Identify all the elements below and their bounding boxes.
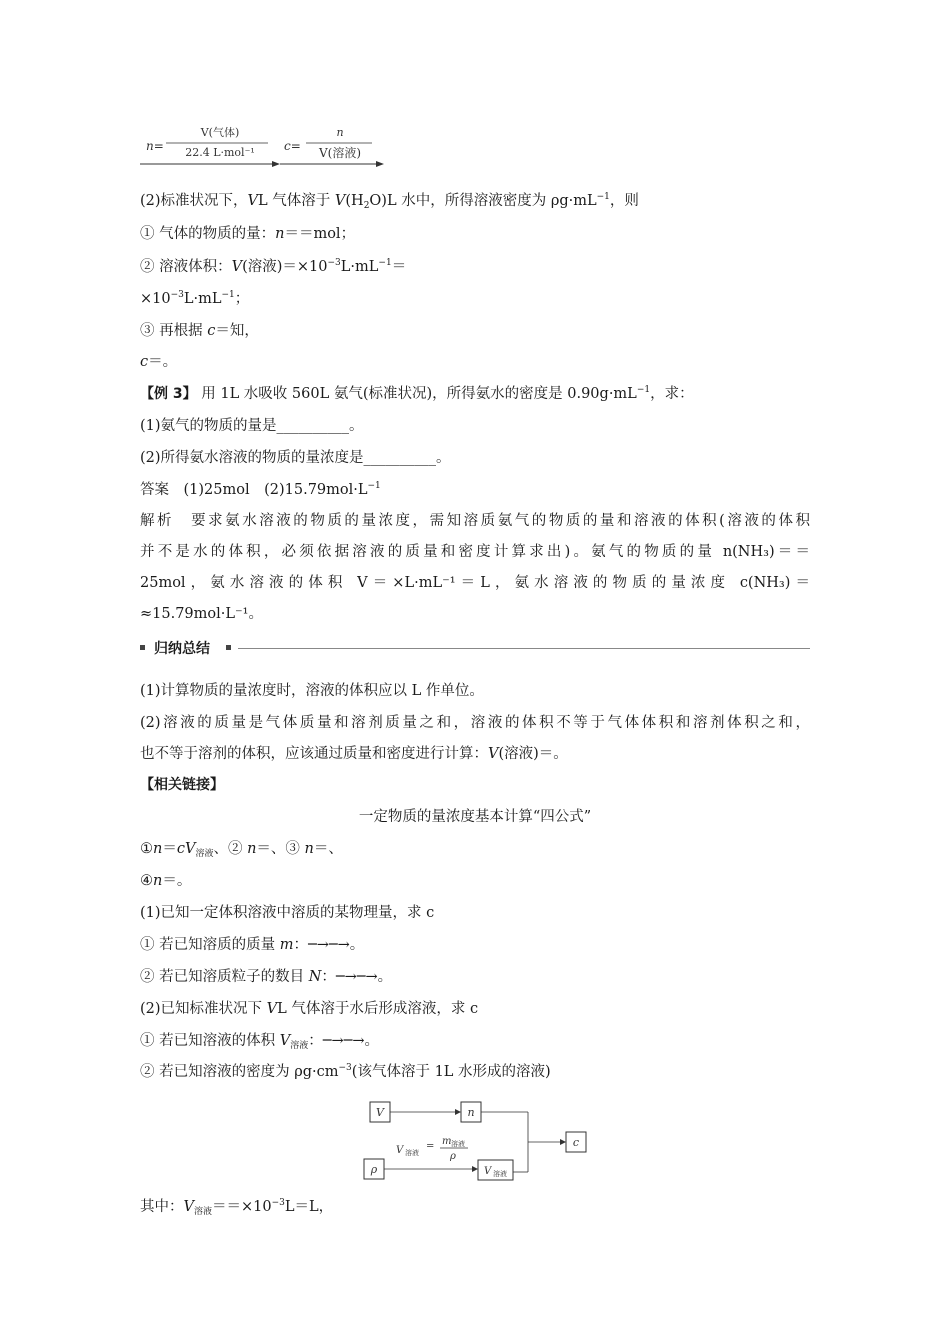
four-formulas-title: 一定物质的量浓度基本计算“四公式” xyxy=(358,809,592,825)
example3-analysis-line4: ≈15.79mol·L⁻¹。 xyxy=(140,606,263,622)
summary-point2-line2: 也不等于溶剂的体积，应该通过质量和密度进行计算：V(溶液)＝。 xyxy=(140,746,568,762)
section1-item2: ② 若已知溶质粒子的数目 N：─→─→。 xyxy=(140,969,393,985)
case2-step3: ③ 再根据 c＝知， xyxy=(140,323,259,339)
box-v-solution-label: V xyxy=(484,1166,492,1177)
case2-step2: ② 溶液体积：V(溶液)$=\times 10^{-3}L\cdot mL^{-1}=$ xyxy=(140,258,407,275)
example3-analysis-line1: 解析 要求氨水溶液的物质的量浓度，需知溶质氨气的物质的量和溶液的体积(溶液的体积 xyxy=(140,513,810,529)
box-c-label: c xyxy=(572,1136,580,1149)
c-prefix: c= xyxy=(284,139,301,153)
summary-title: 归纳总结 xyxy=(154,641,210,657)
frac1-numerator: V(气体) xyxy=(200,126,240,139)
case2-step1: ① 气体的物质的量：n＝＝mol； xyxy=(140,226,356,242)
example3-q2: (2)所得氨水溶液的物质的量浓度是__________。 xyxy=(140,450,451,466)
formula-v: V xyxy=(396,1145,404,1156)
example3-stem: 【例 3】 用 1L 水吸收 560L 氨气(标准状况)，所得氨水的密度是 $0.90g\cdot mL^{-1}$，求： xyxy=(140,385,694,402)
frac1-denominator: 22.4 L·mol⁻¹ xyxy=(185,146,255,159)
section2-heading: (2)已知标准状况下 VL 气体溶于水后形成溶液，求 c xyxy=(140,1001,479,1017)
conversion-formula xyxy=(140,124,390,170)
section1-heading: (1)已知一定体积溶液中溶质的某物理量，求 c xyxy=(140,905,435,921)
example3-q1: (1)氨气的物质的量是__________。 xyxy=(140,418,364,434)
frac2-denominator: V(溶液) xyxy=(318,146,362,160)
final-line: 其中：$V_{溶液}==\times 10^{-3}L=L$， xyxy=(140,1198,334,1217)
section1-item1: ① 若已知溶质的质量 m：─→─→。 xyxy=(140,937,365,953)
bullet-square-icon xyxy=(140,645,145,650)
formula-num: m xyxy=(442,1136,452,1147)
case2-intro: (2)标准状况下，VL 气体溶于 $V(H_2O)L$ 水中，所得溶液密度为 $\rho g\cdot mL^{-1}$，则 xyxy=(140,192,639,211)
example3-answer: 答案 (1)25mol $(2)15.79mol\cdot L^{-1}$ xyxy=(140,481,381,498)
formula-num-sub: 溶液 xyxy=(451,1140,465,1148)
formula-line2: ④n＝。 xyxy=(140,873,192,889)
related-heading: 【相关链接】 xyxy=(140,777,224,793)
bullet-square-icon xyxy=(226,645,231,650)
section2-item1: ① 若已知溶液的体积 $V_{溶液}$：─→─→。 xyxy=(140,1033,379,1051)
summary-point1: (1)计算物质的量浓度时，溶液的体积应以 L 作单位。 xyxy=(140,683,484,699)
example3-analysis-line3: 25mol，氨水溶液的体积 V＝×L·mL⁻¹＝L，氨水溶液的物质的量浓度 c(NH₃)＝ xyxy=(140,575,810,591)
formula-den: ρ xyxy=(450,1151,456,1162)
box-v-solution-sub: 溶液 xyxy=(493,1170,507,1178)
formula-line1: $①n=cV_{溶液}$、② n＝、③ n＝、 xyxy=(140,841,343,859)
section2-item2: ② 若已知溶液的密度为 $\rho g\cdot cm^{-3}$(该气体溶于 1L 水形成的溶液) xyxy=(140,1063,551,1080)
box-n-label: n xyxy=(467,1106,475,1119)
formula-eq: = xyxy=(426,1141,435,1152)
case2-step3-result: c＝。 xyxy=(140,354,178,370)
case2-step2-cont: $\times 10^{-3}L\cdot mL^{-1}$； xyxy=(140,290,250,307)
summary-header xyxy=(140,638,810,660)
header-rule xyxy=(238,648,810,649)
box-rho-label: ρ xyxy=(370,1163,378,1176)
box-v-label: V xyxy=(376,1106,384,1119)
example3-analysis-line2: 并不是水的体积，必须依据溶液的质量和密度计算求出)。氨气的物质的量 n(NH₃)＝＝ xyxy=(140,544,810,560)
frac2-numerator: n xyxy=(336,126,344,139)
flow-diagram xyxy=(360,1096,600,1188)
summary-point2-line1: (2)溶液的质量是气体质量和溶剂质量之和，溶液的体积不等于气体体积和溶剂体积之和， xyxy=(140,715,810,731)
n-prefix: n= xyxy=(146,139,164,153)
formula-v-sub: 溶液 xyxy=(405,1149,419,1157)
